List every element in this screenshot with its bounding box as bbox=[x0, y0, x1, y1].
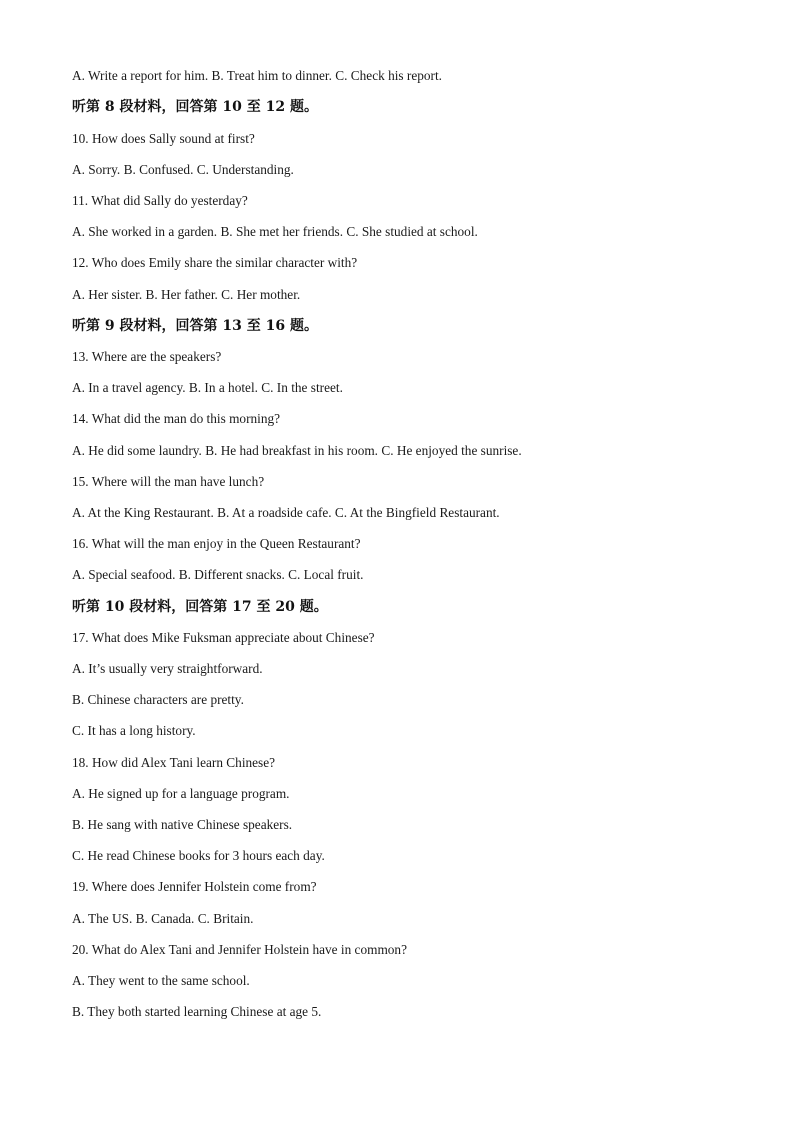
question-line: 10. How does Sally sound at first? bbox=[72, 131, 255, 146]
option-line: B. They both started learning Chinese at age 5. bbox=[72, 1004, 322, 1019]
question-line: 14. What did the man do this morning? bbox=[72, 411, 281, 426]
question-line: 17. What does Mike Fuksman appreciate about Chinese? bbox=[72, 630, 375, 645]
question-line: 16. What will the man enjoy in the Queen Restaurant? bbox=[72, 536, 361, 551]
option-line: A. He did some laundry. B. He had breakfast in his room. C. He enjoyed the sunrise. bbox=[72, 443, 522, 458]
option-line: C. It has a long history. bbox=[72, 723, 196, 738]
question-line: 18. How did Alex Tani learn Chinese? bbox=[72, 755, 276, 770]
option-line: B. He sang with native Chinese speakers. bbox=[72, 817, 293, 832]
option-line: A. Sorry. B. Confused. C. Understanding. bbox=[72, 162, 294, 177]
option-line: A. She worked in a garden. B. She met her friends. C. She studied at school. bbox=[72, 224, 478, 239]
option-line: A. The US. B. Canada. C. Britain. bbox=[72, 911, 254, 926]
option-line: A. Write a report for him. B. Treat him to dinner. C. Check his report. bbox=[72, 68, 443, 83]
section-heading: 听第 8 段材料，回答第 10 至 12 题。 bbox=[72, 99, 318, 115]
question-line: 20. What do Alex Tani and Jennifer Holstein have in common? bbox=[72, 942, 407, 957]
option-line: A. At the King Restaurant. B. At a roadside cafe. C. At the Bingfield Restaurant. bbox=[72, 505, 500, 520]
option-line: A. In a travel agency. B. In a hotel. C. In the street. bbox=[72, 380, 343, 395]
option-line: C. He read Chinese books for 3 hours each day. bbox=[72, 848, 325, 863]
question-line: 11. What did Sally do yesterday? bbox=[72, 193, 248, 208]
option-line: A. Special seafood. B. Different snacks. C. Local fruit. bbox=[72, 567, 364, 582]
question-line: 19. Where does Jennifer Holstein come from? bbox=[72, 879, 317, 894]
option-line: A. Her sister. B. Her father. C. Her mother. bbox=[72, 287, 301, 302]
section-heading: 听第 10 段材料，回答第 17 至 20 题。 bbox=[72, 599, 328, 615]
question-line: 15. Where will the man have lunch? bbox=[72, 474, 265, 489]
option-line: B. Chinese characters are pretty. bbox=[72, 692, 244, 707]
question-line: 12. Who does Emily share the similar character with? bbox=[72, 255, 358, 270]
option-line: A. He signed up for a language program. bbox=[72, 786, 290, 801]
option-line: A. It’s usually very straightforward. bbox=[72, 661, 263, 676]
option-line: A. They went to the same school. bbox=[72, 973, 250, 988]
section-heading: 听第 9 段材料，回答第 13 至 16 题。 bbox=[72, 318, 318, 334]
question-line: 13. Where are the speakers? bbox=[72, 349, 222, 364]
